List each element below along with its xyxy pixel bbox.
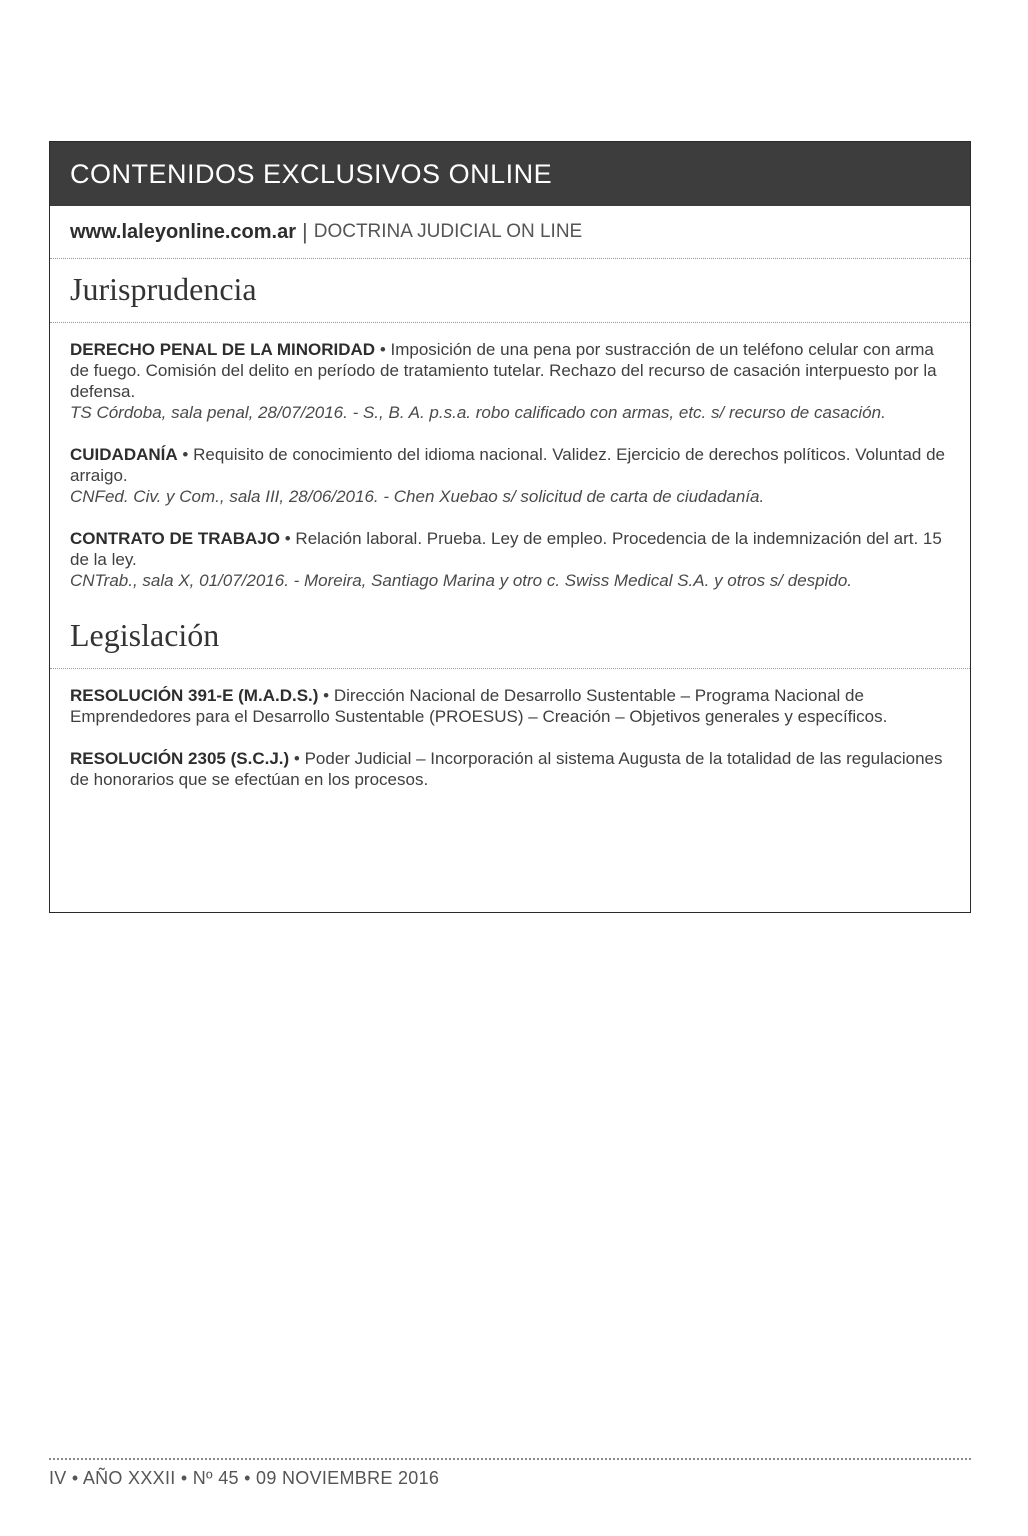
entry (70, 528, 948, 591)
entry-term: CONTRATO DE TRABAJO (70, 529, 280, 548)
entry-citation: TS Córdoba, sala penal, 28/07/2016. - S., B. A. p.s.a. robo calificado con armas, etc. s/ recurso de casación. (70, 403, 886, 422)
site-url-link[interactable]: www.laleyonline.com.ar (70, 220, 296, 243)
jurisprudencia-entries (50, 323, 970, 591)
exclusive-online-box (49, 141, 971, 913)
entry-term: RESOLUCIÓN 2305 (S.C.J.) (70, 749, 290, 768)
entry-description: Requisito de conocimiento del idioma nacional. Validez. Ejercicio de derechos políticos. Voluntad de arraigo. (70, 445, 946, 485)
entry-citation: CNFed. Civ. y Com., sala III, 28/06/2016. - Chen Xuebao s/ solicitud de carta de ciudadanía. (70, 487, 765, 506)
header-bar (50, 142, 970, 206)
bullet: • (323, 686, 330, 705)
entry-citation: CNTrab., sala X, 01/07/2016. - Moreira, Santiago Marina y otro c. Swiss Medical S.A. y otros s/ despido. (70, 571, 853, 590)
site-row (50, 206, 970, 259)
legislacion-entries (50, 669, 970, 790)
section-title-legislacion: Legislación (50, 591, 970, 669)
entry (70, 748, 948, 790)
bullet: • (284, 529, 291, 548)
entry (70, 444, 948, 507)
entry-term: CUIDADANÍA (70, 445, 178, 464)
section-title-jurisprudencia: Jurisprudencia (50, 259, 970, 323)
entry-description: Relación laboral. Prueba. Ley de empleo. Procedencia de la indemnización del art. 15 de la ley. (70, 529, 942, 569)
footer-divider (49, 1458, 971, 1460)
bullet: • (293, 749, 300, 768)
site-separator: | (302, 219, 308, 244)
entry (70, 685, 948, 727)
bullet: • (379, 340, 386, 359)
entry-term: DERECHO PENAL DE LA MINORIDAD (70, 340, 376, 359)
footer-issue-info: IV • AÑO XXXII • Nº 45 • 09 NOVIEMBRE 2016 (49, 1468, 440, 1488)
bullet: • (182, 445, 189, 464)
box-title: CONTENIDOS EXCLUSIVOS ONLINE (70, 158, 553, 189)
entry-description: Poder Judicial – Incorporación al sistema Augusta de la totalidad de las regulaciones de honorarios que se efectúan en los procesos. (70, 749, 943, 789)
site-label: DOCTRINA JUDICIAL ON LINE (313, 221, 583, 242)
entry (70, 339, 948, 423)
entry-description: Dirección Nacional de Desarrollo Sustentable – Programa Nacional de Emprendedores para el Desarrollo Sustentable (PROESUS) – Creación – Objetivos generales y específicos. (70, 686, 888, 726)
entry-term: RESOLUCIÓN 391-E (M.A.D.S.) (70, 686, 319, 705)
entry-description: Imposición de una pena por sustracción de un teléfono celular con arma de fuego. Comisión del delito en período de tratamiento tutelar. Rechazo del recurso de casación interpuesto por la defensa. (70, 340, 937, 401)
